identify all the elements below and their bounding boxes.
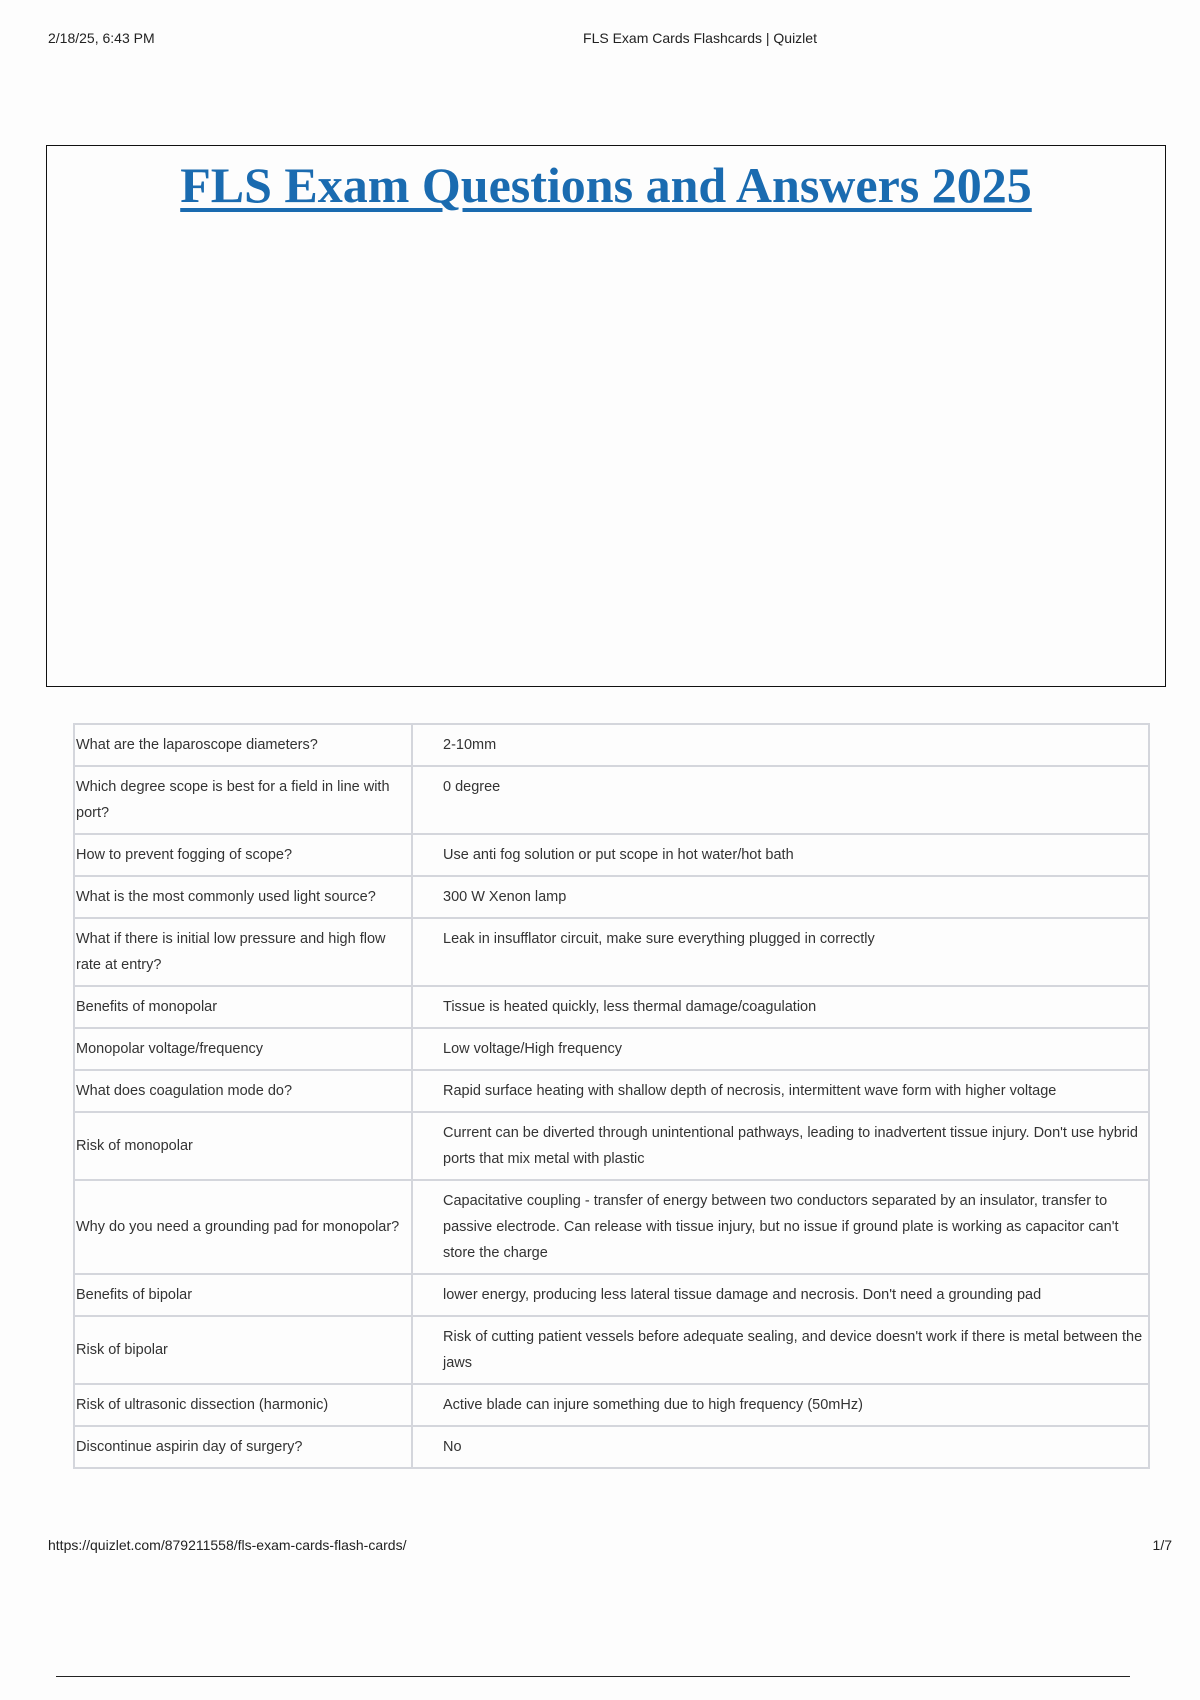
answer-cell: Current can be diverted through unintentional pathways, leading to inadvertent tissue injury. Don't use hybrid ports that mix metal with plastic xyxy=(412,1112,1149,1180)
answer-cell: Leak in insufflator circuit, make sure everything plugged in correctly xyxy=(412,918,1149,986)
table-row xyxy=(74,1316,1149,1384)
question-cell: What if there is initial low pressure and high flow rate at entry? xyxy=(74,918,412,986)
question-cell: What is the most commonly used light source? xyxy=(74,876,412,918)
table-row xyxy=(74,834,1149,876)
question-cell: What does coagulation mode do? xyxy=(74,1070,412,1112)
answer-cell: 2-10mm xyxy=(412,724,1149,766)
table-row xyxy=(74,724,1149,766)
table-row xyxy=(74,986,1149,1028)
answer-cell: Use anti fog solution or put scope in hot water/hot bath xyxy=(412,834,1149,876)
table-row xyxy=(74,918,1149,986)
question-cell: Benefits of bipolar xyxy=(74,1274,412,1316)
question-cell: Monopolar voltage/frequency xyxy=(74,1028,412,1070)
question-cell: Why do you need a grounding pad for monopolar? xyxy=(74,1180,412,1274)
table-row xyxy=(74,766,1149,834)
answer-cell: 0 degree xyxy=(412,766,1149,834)
answer-cell: 300 W Xenon lamp xyxy=(412,876,1149,918)
question-cell: Risk of bipolar xyxy=(74,1316,412,1384)
table-row xyxy=(74,1070,1149,1112)
bottom-rule xyxy=(56,1676,1130,1677)
answer-cell: Active blade can injure something due to high frequency (50mHz) xyxy=(412,1384,1149,1426)
answer-cell: Rapid surface heating with shallow depth of necrosis, intermittent wave form with higher voltage xyxy=(412,1070,1149,1112)
answer-cell: No xyxy=(412,1426,1149,1468)
table-row xyxy=(74,1274,1149,1316)
table-row xyxy=(74,1112,1149,1180)
table-row xyxy=(74,1180,1149,1274)
table-row xyxy=(74,876,1149,918)
table-row xyxy=(74,1384,1149,1426)
flashcard-table xyxy=(73,723,1150,1469)
print-date: 2/18/25, 6:43 PM xyxy=(48,30,155,46)
question-cell: Benefits of monopolar xyxy=(74,986,412,1028)
question-cell: Which degree scope is best for a field in line with port? xyxy=(74,766,412,834)
document-title: FLS Exam Questions and Answers 2025 xyxy=(180,157,1032,213)
question-cell: What are the laparoscope diameters? xyxy=(74,724,412,766)
answer-cell: Risk of cutting patient vessels before adequate sealing, and device doesn't work if there is metal between the jaws xyxy=(412,1316,1149,1384)
page-url: https://quizlet.com/879211558/fls-exam-cards-flash-cards/ xyxy=(48,1537,407,1553)
answer-cell: Low voltage/High frequency xyxy=(412,1028,1149,1070)
question-cell: Discontinue aspirin day of surgery? xyxy=(74,1426,412,1468)
title-box xyxy=(46,145,1166,687)
page-title-header: FLS Exam Cards Flashcards | Quizlet xyxy=(583,30,817,46)
page-number: 1/7 xyxy=(1152,1537,1172,1553)
answer-cell: Capacitative coupling - transfer of energy between two conductors separated by an insulator, transfer to passive electrode. Can release with tissue injury, but no issue if ground plate is working as capacitor can't store the charge xyxy=(412,1180,1149,1274)
answer-cell: lower energy, producing less lateral tissue damage and necrosis. Don't need a grounding pad xyxy=(412,1274,1149,1316)
question-cell: Risk of monopolar xyxy=(74,1112,412,1180)
question-cell: How to prevent fogging of scope? xyxy=(74,834,412,876)
question-cell: Risk of ultrasonic dissection (harmonic) xyxy=(74,1384,412,1426)
answer-cell: Tissue is heated quickly, less thermal damage/coagulation xyxy=(412,986,1149,1028)
table-row xyxy=(74,1426,1149,1468)
table-row xyxy=(74,1028,1149,1070)
